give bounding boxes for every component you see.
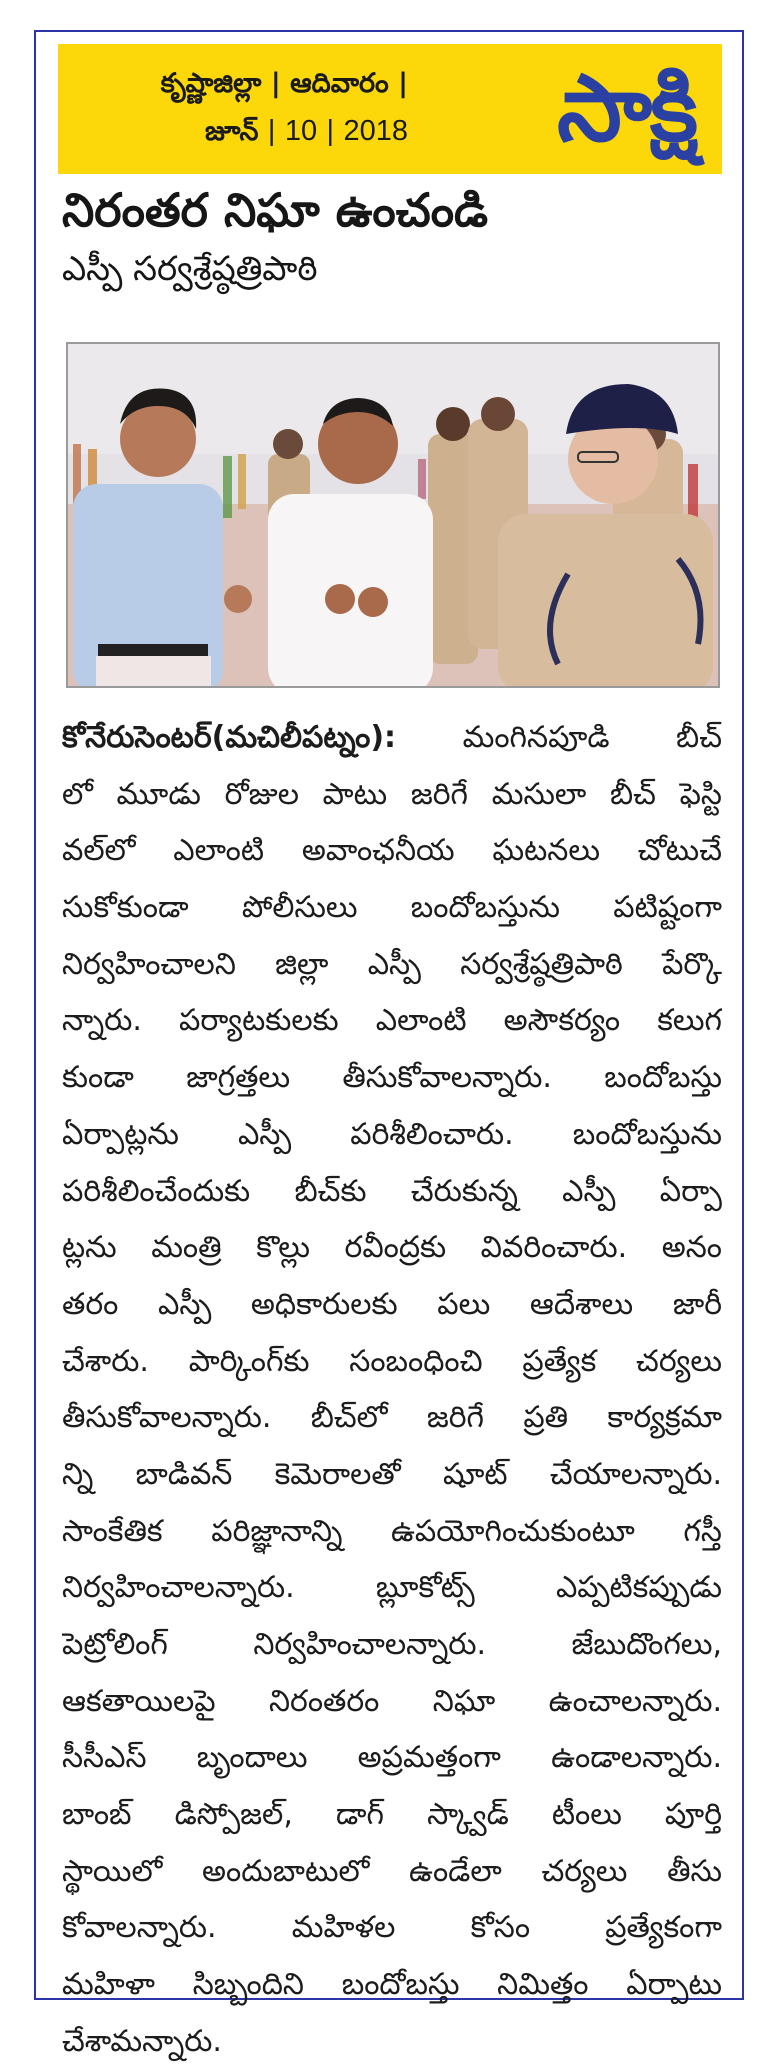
body-line: సీసీఎస్ బృందాలు అప్రమత్తంగా ఉండాలన్నారు. (62, 1740, 722, 1776)
body-line: తీసుకోవాలన్నారు. బీచ్‌లో జరిగే ప్రతి కార్యక్రమా (62, 1400, 722, 1436)
body-line: బాంబ్ డిస్పోజల్, డాగ్ స్క్వాడ్ టీంలు పూర్తి (62, 1797, 722, 1833)
body-line: ఏర్పాట్లను ఎస్పీ పరిశీలించారు. బందోబస్తును (62, 1116, 722, 1152)
body-line: పరిశీలించేందుకు బీచ్‌కు చేరుకున్న ఎస్పీ ఏర్పా (62, 1173, 722, 1209)
body-line: నిర్వహించాలన్నారు. బ్లూకోట్స్ ఎప్పటికప్పుడు (62, 1570, 722, 1606)
year: 2018 (343, 115, 408, 147)
masthead (58, 44, 722, 174)
separator: | (326, 115, 335, 147)
body-line: చేశారు. పార్కింగ్‌కు సంబంధించి ప్రత్యేక చర్యలు (62, 1343, 722, 1379)
body-line: కోవాలన్నారు. మహిళల కోసం ప్రత్యేకంగా (62, 1910, 722, 1946)
body-line: లో మూడు రోజుల పాటు జరిగే మసులా బీచ్ ఫెస్టి (62, 776, 722, 812)
body-line: కోనేరుసెంటర్(మచిలీపట్నం): మంగినపూడి బీచ్ (62, 720, 722, 755)
day: 10 (284, 115, 318, 147)
body-line: తరం ఎస్పీ అధికారులకు పలు ఆదేశాలు జారీ (62, 1286, 722, 1322)
body-line: సాంకేతిక పరిజ్ఞానాన్ని ఉపయోగించుకుంటూ గస్తీ (62, 1513, 722, 1549)
article-body (62, 710, 722, 2071)
subheadline: ఎస్పీ సర్వశ్రేష్ఠత్రిపాఠి (62, 249, 318, 289)
body-line: సుకోకుండా పోలీసులు బందోబస్తును పటిష్టంగా (62, 890, 722, 926)
body-line: కుండా జాగ్రత్తలు తీసుకోవాలన్నారు. బందోబస్తు (62, 1060, 722, 1096)
dateline: కోనేరుసెంటర్(మచిలీపట్నం): (62, 720, 397, 755)
body-line: న్ని బాడివన్ కెమెరాలతో షూట్ చేయాలన్నారు. (62, 1456, 722, 1492)
body-line: ట్లను మంత్రి కొల్లు రవీంద్రకు వివరించారు. అనం (62, 1230, 722, 1266)
body-line: న్నారు. పర్యాటకులకు ఎలాంటి అసౌకర్యం కలుగ (62, 1003, 722, 1039)
separator: | (398, 68, 408, 99)
sakshi-logo: సాక్షి (557, 55, 696, 162)
news-photo (66, 342, 720, 688)
body-line: పెట్రోలింగ్ నిర్వహించాలన్నారు. జేబుదొంగలు, (62, 1627, 722, 1662)
month: జూన్ (205, 116, 259, 147)
body-line: వల్‌లో ఎలాంటి అవాంఛనీయ ఘటనలు చోటుచే (62, 833, 722, 869)
separator: | (267, 115, 276, 147)
edition-info (78, 60, 408, 155)
news-clipping (34, 30, 744, 2059)
body-line: చేశామన్నారు. (62, 2023, 222, 2059)
body-line: నిర్వహించాలని జిల్లా ఎస్పీ సర్వశ్రేష్ఠత్రిపాఠి పేర్కొ (62, 946, 722, 982)
photo-illustration (68, 344, 718, 686)
separator: | (270, 68, 281, 99)
weekday: ఆదివారం (290, 68, 389, 99)
headline: నిరంతర నిఘా ఉంచండి (62, 183, 489, 237)
district-name: కృష్ణాజిల్లా (160, 68, 262, 99)
body-line: ఆకతాయిలపై నిరంతరం నిఘా ఉంచాలన్నారు. (62, 1683, 722, 1719)
body-line: మహిళా సిబ్బందిని బందోబస్తు నిమిత్తం ఏర్పాటు (62, 1967, 722, 2003)
body-line: స్థాయిలో అందుబాటులో ఉండేలా చర్యలు తీసు (62, 1853, 722, 1889)
